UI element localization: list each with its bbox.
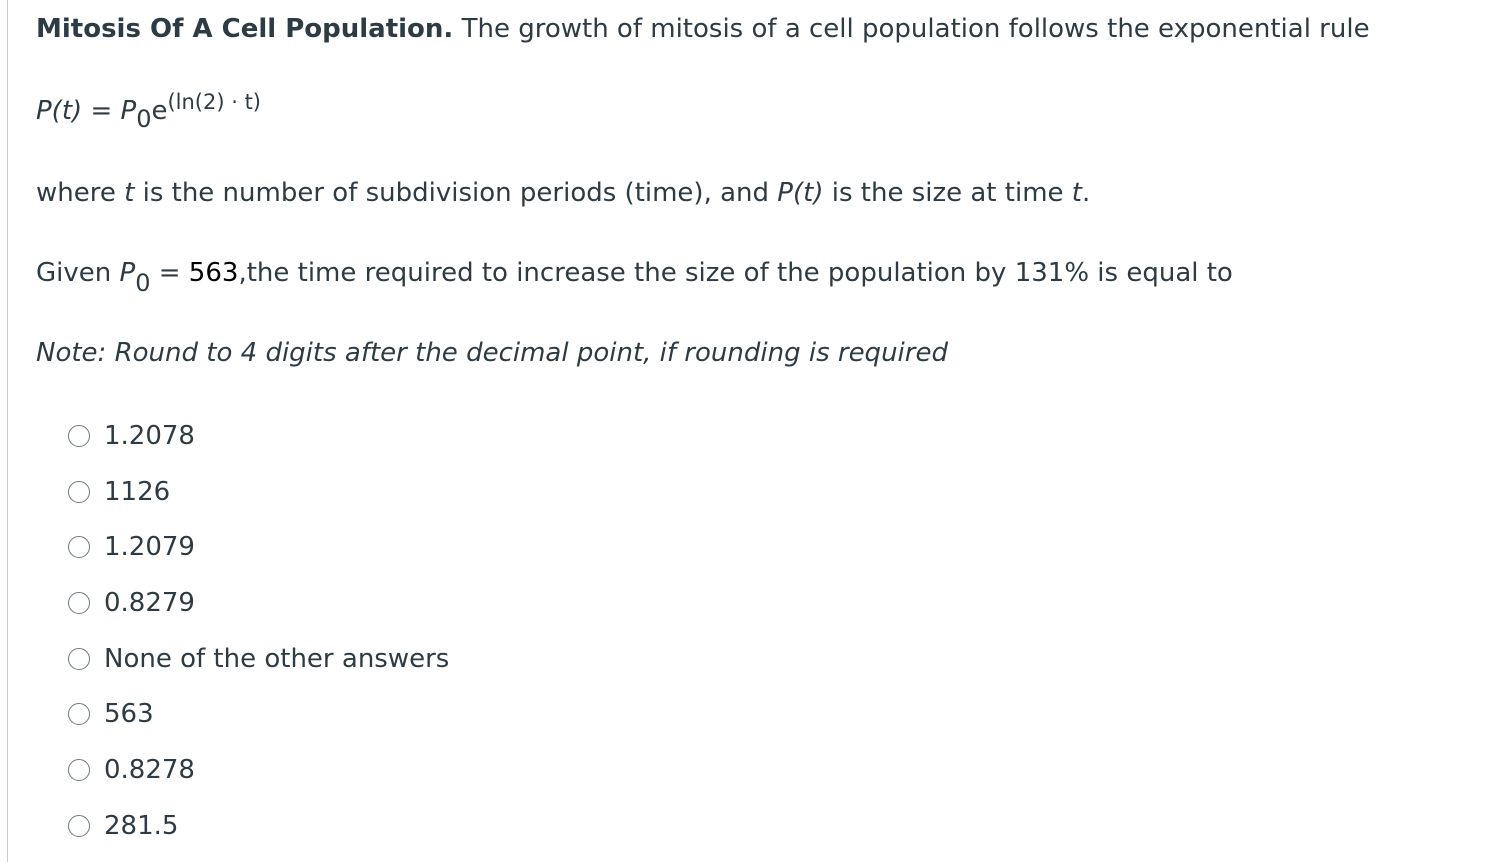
formula-equals: = [90, 96, 113, 126]
answer-label: 563 [104, 699, 154, 730]
answer-option[interactable] [68, 798, 449, 854]
answer-label: 1.2078 [104, 420, 195, 451]
question-topic: Mitosis Of A Cell Population. [36, 14, 454, 44]
answer-option[interactable] [68, 464, 449, 520]
radio-button[interactable] [68, 536, 90, 558]
answer-label: 281.5 [104, 810, 179, 841]
definition-var-t2: t [1071, 178, 1082, 208]
given-p-subscript: 0 [135, 269, 151, 297]
answer-option[interactable] [68, 631, 449, 687]
given-prefix: Given [36, 258, 120, 288]
question-intro [36, 14, 1370, 44]
formula-e: e [151, 96, 168, 126]
given-statement [36, 258, 1233, 297]
given-equals: = [150, 258, 189, 288]
given-value: 563 [188, 258, 239, 288]
definition-text-4: . [1081, 178, 1091, 208]
definition-var-pt: P(t) [777, 178, 824, 208]
left-border [7, 0, 8, 862]
formula-p: P [120, 96, 137, 126]
answer-label: None of the other answers [104, 643, 450, 674]
answer-option[interactable] [68, 519, 449, 575]
answer-label: 0.8278 [104, 754, 195, 785]
definition-text-3: is the size at time [823, 178, 1072, 208]
radio-button[interactable] [68, 481, 90, 503]
radio-button[interactable] [68, 815, 90, 837]
answer-option[interactable] [68, 408, 449, 464]
answer-option[interactable] [68, 686, 449, 742]
radio-button[interactable] [68, 425, 90, 447]
answer-label: 1.2079 [104, 532, 195, 563]
rounding-note: Note: Round to 4 digits after the decimal point, if rounding is required [36, 338, 948, 368]
growth-formula [36, 90, 262, 133]
definition-text-1: where [36, 178, 125, 208]
radio-button[interactable] [68, 648, 90, 670]
definition-text-2: is the number of subdivision periods (time), and [134, 178, 778, 208]
given-p: P [119, 258, 136, 288]
answer-label: 0.8279 [104, 587, 195, 618]
answer-options [68, 408, 449, 854]
question-intro-text: The growth of mitosis of a cell population follows the exponential rule [461, 14, 1370, 44]
definition-var-t: t [124, 178, 135, 208]
radio-button[interactable] [68, 759, 90, 781]
formula-lhs: P(t) [36, 96, 83, 126]
answer-option[interactable] [68, 742, 449, 798]
variable-definition [36, 178, 1090, 208]
answer-option[interactable] [68, 575, 449, 631]
radio-button[interactable] [68, 592, 90, 614]
radio-button[interactable] [68, 703, 90, 725]
answer-label: 1126 [104, 476, 171, 507]
formula-p-subscript: 0 [136, 105, 152, 133]
formula-exponent: (ln(2) · t) [167, 90, 262, 114]
given-suffix: ,the time required to increase the size of the population by 131% is equal to [238, 258, 1233, 288]
